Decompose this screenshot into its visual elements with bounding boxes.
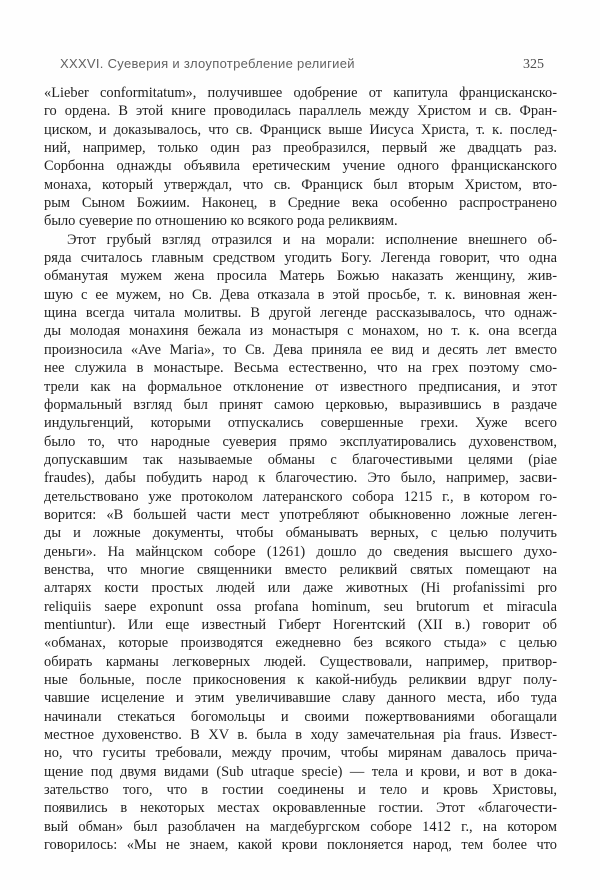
paragraph — [44, 231, 557, 855]
text-line: формальный взгляд был принят самою церковью, выразившись в раздаче — [44, 396, 557, 413]
page-number: 325 — [523, 57, 544, 72]
text-line: произносила «Ave Maria», то Св. Дева приняла ее вид и десять лет вместо — [44, 341, 557, 358]
text-line: но, что гуситы требовали, между прочим, чтобы мирянам давалось прича- — [44, 745, 557, 762]
text-line: было то, что народные суеверия прямо эксплуатировались духовенством, — [44, 433, 557, 450]
text-line: fraudes), дабы побудить народ к благочестию. Это было, например, засви- — [44, 470, 557, 487]
body-text — [44, 84, 557, 854]
text-line: говорилось: «Мы не знаем, какой крови поклоняется народ, тем более что — [44, 837, 557, 854]
text-line: венства, что многие священники вместо реликвий святых помещают на — [44, 561, 557, 578]
text-line: появились в некоторых местах окровавленные гостии. Этот «благочести- — [44, 800, 557, 817]
text-line: нее служила в монастыре. Весьма естественно, что на грех поэтому смо- — [44, 360, 557, 377]
text-line: деньги». На майнцском соборе (1261) дошло до сведения высшего духо- — [44, 543, 557, 560]
text-line: трели как на формальное отклонение от известного предписания, и этот — [44, 378, 557, 395]
text-line: ний, например, только один раз преобразился, первый же двадцать раз. — [44, 140, 557, 157]
text-line: Этот грубый взгляд отразился и на морали: исполнение внешнего об- — [67, 231, 557, 248]
text-line: щина всегда читала молитвы. В другой легенде рассказывалось, что однаж- — [44, 305, 557, 322]
text-line: алтарях кости простых людей или даже животных (Hi profanissimi pro — [44, 580, 557, 597]
text-line: щение под двумя видами (Sub utraque specie) — тела и крови, и вот в дока- — [44, 763, 557, 780]
text-line: обманутая мужем жена просила Матерь Божью наказать женщину, жив- — [44, 268, 557, 285]
text-line: «Lieber conformitatum», получившее одобрение от капитула францисканско- — [44, 85, 557, 101]
running-header — [60, 56, 544, 73]
text-line: циском, и доказывалось, что св. Франциск выше Иисуса Христа, т. к. послед- — [44, 121, 557, 138]
text-line: mentiuntur). Или еще известный Гиберт Ногентский (XII в.) говорит об — [44, 616, 557, 633]
text-line: индульгенций, которыми отпускались совершенные грехи. Хуже всего — [44, 415, 557, 432]
text-line: ные больные, после прикосновения к какой-нибудь реликвии вдруг полу- — [44, 672, 557, 688]
running-header-title: XXXVI. Суеверия и злоупотребление религией — [60, 56, 355, 71]
text-line: зательство того, что в гостии соединены и тело и кровь Христовы, — [44, 782, 557, 799]
text-line: обирать карманы легковерных людей. Существовали, например, притвор- — [44, 653, 557, 670]
text-line: вый обман» был разоблачен на магдебургском соборе 1412 г., на котором — [44, 818, 557, 835]
paragraph — [44, 84, 557, 231]
text-line: reliquiis saepe exponunt ossa profana hominum, seu brutorum et miracula — [44, 598, 557, 615]
text-line: рым Сыном Божиим. Наконец, в Средние века особенно распространено — [44, 195, 557, 212]
text-line: начинали стекаться богомольцы и своими пожертвованиями обогащали — [44, 708, 557, 725]
text-line: ворится: «В большей части мест употребляют обыкновенно ложные леген- — [44, 506, 557, 523]
text-line: го ордена. В этой книге проводилась параллель между Христом и св. Фран- — [44, 103, 557, 120]
text-line: местное духовенство. В XV в. была в ходу замечательная pia fraus. Извест- — [44, 727, 557, 744]
text-line: чавшие исцеление и этим увеличивавшие славу данного места, ибо туда — [44, 690, 557, 707]
text-line: шую с ее мужем, но Св. Дева отказала в этой просьбе, т. к. виновная жен- — [44, 286, 557, 303]
text-line: ды молодая монахиня бежала из монастыря с монахом, но т. к. она всегда — [44, 323, 557, 340]
text-line: допускавшим так называемые обманы с благочестивыми целями (piae — [44, 451, 557, 468]
text-line: было суеверие по отношению ко всякого рода реликвиям. — [44, 213, 398, 230]
text-line: Сорбонна однажды объявила еретическим учение одного францисканского — [44, 158, 557, 175]
text-line: ряда считалось главным средством угодить Богу. Легенда говорит, что одна — [44, 250, 557, 267]
text-line: ды и ложные документы, чтобы обманывать верных, с целью получить — [44, 525, 557, 542]
text-line: «обманах, которые производятся ежедневно без всякого стыда» с целью — [44, 635, 557, 652]
text-line: детельствовано уже протоколом латеранского собора 1215 г., в котором го- — [44, 488, 557, 505]
text-line: монаха, который утверждал, что св. Франциск был вторым Христом, вто- — [44, 176, 557, 193]
